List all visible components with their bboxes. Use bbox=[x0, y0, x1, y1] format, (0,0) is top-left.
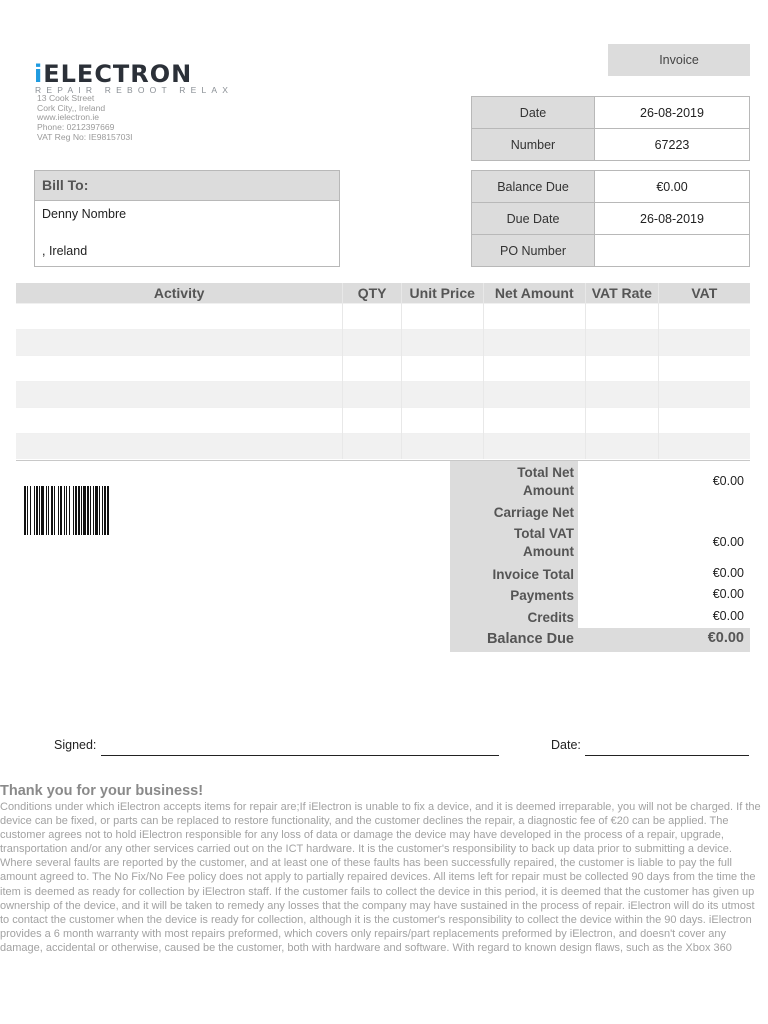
address-line: 13 Cook Street bbox=[37, 93, 95, 103]
cell bbox=[343, 304, 402, 330]
barcode-bar bbox=[27, 486, 28, 535]
cell bbox=[483, 434, 586, 460]
barcode-bar bbox=[51, 486, 53, 535]
payments-label: Payments bbox=[510, 588, 574, 603]
cell bbox=[483, 330, 586, 356]
cell bbox=[658, 356, 750, 382]
balance-meta-table bbox=[471, 170, 750, 267]
bill-to-heading: Bill To: bbox=[35, 171, 339, 201]
barcode-bar bbox=[39, 486, 40, 535]
barcode-bar bbox=[54, 486, 55, 535]
table-row bbox=[16, 434, 750, 460]
logo-tagline: REPAIR REBOOT RELAX bbox=[35, 85, 234, 95]
signed-label: Signed: bbox=[54, 738, 97, 752]
table-row bbox=[16, 382, 750, 408]
cell bbox=[401, 382, 483, 408]
company-address bbox=[37, 94, 133, 143]
balance-due-value: €0.00 bbox=[595, 171, 750, 203]
total-net-label: Total Net Amount bbox=[517, 465, 574, 498]
cell bbox=[16, 330, 343, 356]
barcode-bar bbox=[30, 486, 31, 535]
invoice-date: 26-08-2019 bbox=[595, 97, 750, 129]
cell bbox=[658, 382, 750, 408]
logo-name: ELECTRON bbox=[43, 60, 193, 88]
address-line: Cork City,, Ireland bbox=[37, 102, 106, 113]
credits-value: €0.00 bbox=[712, 609, 744, 623]
barcode-bar bbox=[69, 486, 70, 535]
barcode-bar bbox=[66, 486, 67, 535]
totals-panel bbox=[450, 461, 750, 652]
cell bbox=[343, 434, 402, 460]
col-net-amount: Net Amount bbox=[483, 283, 586, 304]
cell bbox=[658, 434, 750, 460]
col-qty: QTY bbox=[343, 283, 402, 304]
cell bbox=[586, 304, 659, 330]
col-unit-price: Unit Price bbox=[401, 283, 483, 304]
table-row bbox=[16, 356, 750, 382]
customer-location: , Ireland bbox=[42, 244, 88, 258]
cell bbox=[483, 408, 586, 434]
bill-to-box bbox=[34, 170, 340, 267]
barcode-bar bbox=[41, 486, 44, 535]
po-number-label: PO Number bbox=[472, 235, 595, 267]
final-balance-due-label: Balance Due bbox=[486, 631, 574, 647]
terms-paragraph: Conditions under which iElectron accepts items for repair are;If iElectron is unable to fix a device, and it is deemed irreparable, you will not be charged. If the device can be fixed, or parts can be replaced to restore functionality, and the customer declines the repair, a diagnostic fee of €20 can be applied. The customer agrees not to hold iElectron responsible for any loss of data or damage the device may have developed in the process of a repair, upgrade, transportation and/or any other services carried out on the ICT hardware. It is the customer's responsibility to back up data prior to submitting a device. Where several faults are reported by the customer, and at least one of these faults has been successfully repaired, the customer is liable to pay the full amount agreed to. The No Fix/No Fee policy does not apply to partially repaired devices. All items left for repair must be collected 90 days from the time the item is deemed as ready for collection by iElectron staff. If the customer fails to collect the device in this period, it is deemed that the customer has given up ownership of the device, and it will be taken to remedy any losses that the company may have sustained in the process of repair. iElectron will do its utmost to contact the customer when the device is ready for collection, although it is the customer's responsibility to collect the device within the 90 days. iElectron provides a 6 month warranty with most repairs preformed, which covers only repairs/part replacements preformed by iElectron, and doesn't cover any damage, accidental or otherwise, caused be the customer, both with hardware and software. With regard to known design flaws, such as the Xbox 360 bbox=[0, 801, 761, 954]
barcode-bar bbox=[24, 486, 26, 535]
barcode-bar bbox=[75, 486, 77, 535]
cell bbox=[586, 434, 659, 460]
thank-you-heading: Thank you for your business! bbox=[0, 783, 204, 799]
barcode-bar bbox=[78, 486, 80, 535]
cell bbox=[586, 330, 659, 356]
barcode-bar bbox=[46, 486, 47, 535]
carriage-net-label: Carriage Net bbox=[493, 505, 574, 520]
cell bbox=[16, 382, 343, 408]
address-line: Phone: 0212397669 bbox=[37, 122, 115, 133]
cell bbox=[401, 408, 483, 434]
due-date-value: 26-08-2019 bbox=[595, 203, 750, 235]
credits-label: Credits bbox=[527, 610, 574, 625]
number-label: Number bbox=[472, 129, 595, 161]
total-vat-value: €0.00 bbox=[712, 535, 744, 549]
barcode-bar bbox=[34, 486, 35, 535]
barcode-bar bbox=[36, 486, 38, 535]
cell bbox=[401, 330, 483, 356]
cell bbox=[16, 304, 343, 330]
barcode-bar bbox=[102, 486, 103, 535]
col-activity: Activity bbox=[16, 283, 343, 304]
cell bbox=[343, 408, 402, 434]
cell bbox=[658, 330, 750, 356]
barcode-bar bbox=[83, 486, 86, 535]
cell bbox=[343, 382, 402, 408]
barcode-bar bbox=[95, 486, 98, 535]
invoice-number: 67223 bbox=[595, 129, 750, 161]
cell bbox=[483, 356, 586, 382]
table-row bbox=[16, 304, 750, 330]
date-label: Date bbox=[472, 97, 595, 129]
col-vat-rate: VAT Rate bbox=[586, 283, 659, 304]
cell bbox=[658, 304, 750, 330]
barcode-bar bbox=[60, 486, 62, 535]
barcode-bar bbox=[48, 486, 49, 535]
cell bbox=[16, 356, 343, 382]
cell bbox=[343, 330, 402, 356]
balance-due-label: Balance Due bbox=[472, 171, 595, 203]
barcode-bar bbox=[107, 486, 109, 535]
cell bbox=[16, 408, 343, 434]
cell bbox=[658, 408, 750, 434]
line-items-table bbox=[16, 283, 750, 459]
barcode-bar bbox=[99, 486, 100, 535]
cell bbox=[343, 356, 402, 382]
logo-prefix: i bbox=[34, 60, 44, 88]
cell bbox=[586, 382, 659, 408]
signature-date-line[interactable] bbox=[585, 755, 749, 756]
due-date-label: Due Date bbox=[472, 203, 595, 235]
barcode-image bbox=[24, 486, 170, 535]
invoice-title: Invoice bbox=[608, 44, 750, 76]
invoice-total-label: Invoice Total bbox=[492, 567, 574, 582]
payments-value: €0.00 bbox=[712, 587, 744, 601]
total-vat-label: Total VAT Amount bbox=[514, 526, 574, 559]
total-net-value: €0.00 bbox=[712, 474, 744, 488]
cell bbox=[401, 434, 483, 460]
cell bbox=[586, 408, 659, 434]
address-line: www.ielectron.ie bbox=[37, 112, 100, 123]
barcode-bar bbox=[73, 486, 74, 535]
customer-name: Denny Nombre bbox=[42, 207, 127, 221]
final-balance-due-value: €0.00 bbox=[707, 630, 744, 646]
barcode-bar bbox=[104, 486, 106, 535]
cell bbox=[483, 382, 586, 408]
address-line: VAT Reg No: IE9815703I bbox=[37, 131, 133, 142]
invoice-total-value: €0.00 bbox=[712, 566, 744, 580]
barcode-bar bbox=[93, 486, 94, 535]
signature-date-label: Date: bbox=[551, 738, 581, 752]
barcode-bar bbox=[81, 486, 82, 535]
cell bbox=[401, 304, 483, 330]
cell bbox=[16, 434, 343, 460]
table-row bbox=[16, 330, 750, 356]
invoice-meta-table bbox=[471, 96, 750, 161]
table-row bbox=[16, 408, 750, 434]
cell bbox=[401, 356, 483, 382]
po-number-value bbox=[595, 235, 750, 267]
barcode-bar bbox=[64, 486, 65, 535]
barcode-bar bbox=[90, 486, 91, 535]
col-vat: VAT bbox=[658, 283, 750, 304]
barcode-bar bbox=[87, 486, 89, 535]
cell bbox=[483, 304, 586, 330]
signature-line[interactable] bbox=[101, 755, 499, 756]
barcode-bar bbox=[58, 486, 59, 535]
cell bbox=[586, 356, 659, 382]
